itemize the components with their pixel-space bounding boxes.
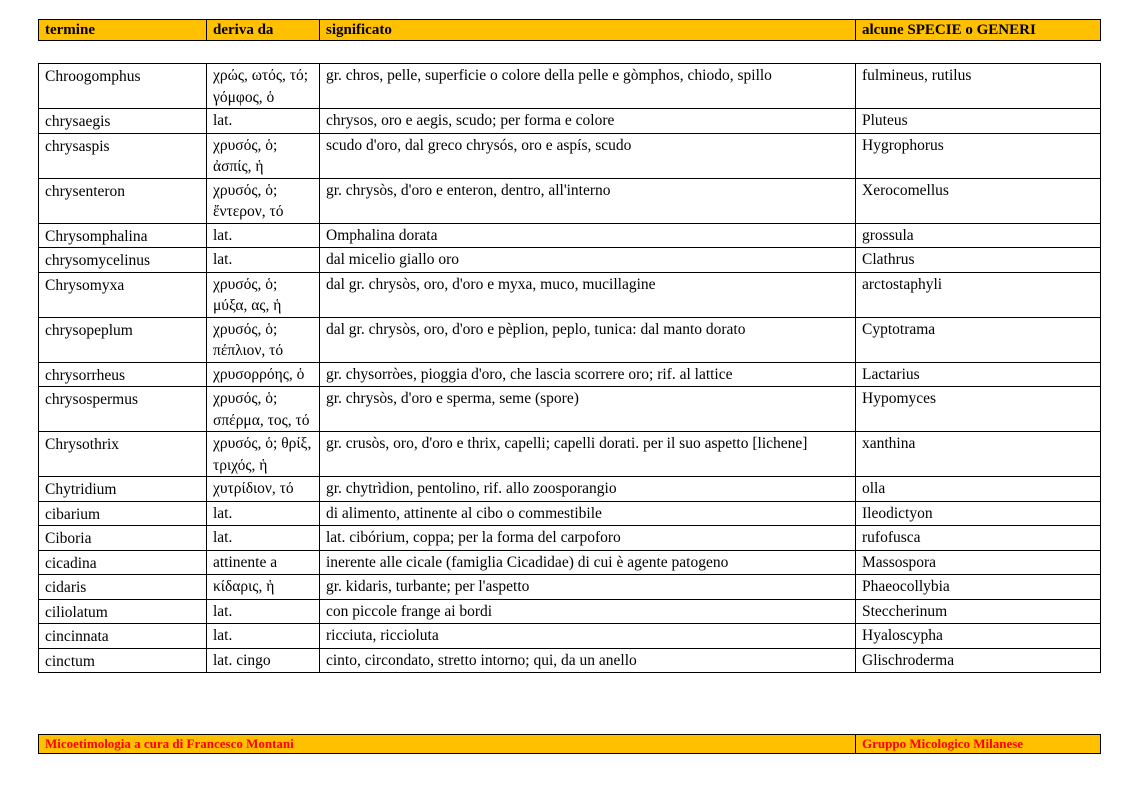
cell-specie-generi: arctostaphyli — [856, 272, 1101, 317]
table-row — [39, 109, 1101, 134]
cell-termine: Chytridium — [39, 477, 207, 502]
cell-deriva-da: χρυσός, ὁ; μύξα, ας, ἡ — [207, 272, 320, 317]
header-specie-generi: alcune SPECIE o GENERI — [856, 20, 1101, 41]
glossary-table — [38, 63, 1101, 673]
table-row — [39, 272, 1101, 317]
cell-significato: gr. chysorròes, pioggia d'oro, che lascia scorrere oro; rif. al lattice — [320, 362, 856, 387]
cell-significato: gr. kidaris, turbante; per l'aspetto — [320, 575, 856, 600]
table-row — [39, 178, 1101, 223]
cell-significato: scudo d'oro, dal greco chrysós, oro e aspís, scudo — [320, 133, 856, 178]
cell-deriva-da: lat. — [207, 248, 320, 273]
cell-specie-generi: olla — [856, 477, 1101, 502]
table-row — [39, 133, 1101, 178]
cell-deriva-da: lat. — [207, 599, 320, 624]
cell-specie-generi: Steccherinum — [856, 599, 1101, 624]
cell-termine: Chrysothrix — [39, 432, 207, 477]
cell-deriva-da: lat. cingo — [207, 648, 320, 673]
header-significato: significato — [320, 20, 856, 41]
table-row — [39, 477, 1101, 502]
cell-termine: Chroogomphus — [39, 64, 207, 109]
table-row — [39, 317, 1101, 362]
cell-specie-generi: Pluteus — [856, 109, 1101, 134]
cell-specie-generi: Massospora — [856, 550, 1101, 575]
cell-specie-generi: grossula — [856, 223, 1101, 248]
column-header-bar — [38, 19, 1101, 41]
cell-significato: cinto, circondato, stretto intorno; qui, da un anello — [320, 648, 856, 673]
cell-deriva-da: χρυσός, ὁ; πέπλιον, τό — [207, 317, 320, 362]
table-row — [39, 575, 1101, 600]
table-row — [39, 599, 1101, 624]
cell-termine: Chrysomyxa — [39, 272, 207, 317]
table-row — [39, 432, 1101, 477]
table-row — [39, 248, 1101, 273]
table-row — [39, 526, 1101, 551]
cell-significato: inerente alle cicale (famiglia Cicadidae) di cui è agente patogeno — [320, 550, 856, 575]
cell-termine: cinctum — [39, 648, 207, 673]
cell-significato: gr. chrysòs, d'oro e sperma, seme (spore) — [320, 387, 856, 432]
cell-specie-generi: Clathrus — [856, 248, 1101, 273]
cell-termine: chrysorrheus — [39, 362, 207, 387]
cell-deriva-da: χρώς, ωτός, τό; γόμφος, ὁ — [207, 64, 320, 109]
footer-bar — [38, 734, 1101, 754]
header-row — [39, 20, 1101, 41]
cell-significato: dal gr. chrysòs, oro, d'oro e pèplion, peplo, tunica: dal manto dorato — [320, 317, 856, 362]
cell-specie-generi: xanthina — [856, 432, 1101, 477]
cell-termine: ciliolatum — [39, 599, 207, 624]
cell-termine: Ciboria — [39, 526, 207, 551]
footer-author: Micoetimologia a cura di Francesco Montani — [39, 735, 856, 754]
cell-deriva-da: lat. — [207, 624, 320, 649]
cell-termine: chrysenteron — [39, 178, 207, 223]
cell-significato: ricciuta, riccioluta — [320, 624, 856, 649]
cell-deriva-da: χυτρίδιον, τό — [207, 477, 320, 502]
cell-specie-generi: Xerocomellus — [856, 178, 1101, 223]
cell-termine: chrysomycelinus — [39, 248, 207, 273]
cell-specie-generi: fulmineus, rutilus — [856, 64, 1101, 109]
table-row — [39, 501, 1101, 526]
cell-significato: gr. chytrìdion, pentolino, rif. allo zoosporangio — [320, 477, 856, 502]
cell-deriva-da: χρυσός, ὁ; ἀσπίς, ἡ — [207, 133, 320, 178]
table-row — [39, 624, 1101, 649]
cell-termine: cibarium — [39, 501, 207, 526]
header-deriva-da: deriva da — [207, 20, 320, 41]
cell-termine: chrysopeplum — [39, 317, 207, 362]
cell-deriva-da: χρυσορρόης, ὁ — [207, 362, 320, 387]
cell-significato: con piccole frange ai bordi — [320, 599, 856, 624]
footer-row — [39, 735, 1101, 754]
cell-significato: dal micelio giallo oro — [320, 248, 856, 273]
cell-deriva-da: χρυσός, ὁ; ἔντερον, τό — [207, 178, 320, 223]
cell-significato: dal gr. chrysòs, oro, d'oro e myxa, muco, mucillagine — [320, 272, 856, 317]
cell-specie-generi: Glischroderma — [856, 648, 1101, 673]
cell-specie-generi: Hyaloscypha — [856, 624, 1101, 649]
table-row — [39, 362, 1101, 387]
header-termine: termine — [39, 20, 207, 41]
cell-significato: gr. crusòs, oro, d'oro e thrix, capelli; capelli dorati. per il suo aspetto [lichene] — [320, 432, 856, 477]
cell-termine: cicadina — [39, 550, 207, 575]
cell-termine: chrysaspis — [39, 133, 207, 178]
cell-specie-generi: Ileodictyon — [856, 501, 1101, 526]
cell-significato: Omphalina dorata — [320, 223, 856, 248]
cell-deriva-da: lat. — [207, 223, 320, 248]
footer-group: Gruppo Micologico Milanese — [856, 735, 1101, 754]
table-row — [39, 387, 1101, 432]
cell-significato: chrysos, oro e aegis, scudo; per forma e colore — [320, 109, 856, 134]
table-row — [39, 64, 1101, 109]
cell-deriva-da: lat. — [207, 501, 320, 526]
table-row — [39, 648, 1101, 673]
table-row — [39, 223, 1101, 248]
cell-significato: lat. cibórium, coppa; per la forma del carpoforo — [320, 526, 856, 551]
cell-specie-generi: Cyptotrama — [856, 317, 1101, 362]
cell-specie-generi: Phaeocollybia — [856, 575, 1101, 600]
cell-significato: gr. chrysòs, d'oro e enteron, dentro, all'interno — [320, 178, 856, 223]
table-row — [39, 550, 1101, 575]
cell-specie-generi: Lactarius — [856, 362, 1101, 387]
cell-termine: chrysaegis — [39, 109, 207, 134]
cell-deriva-da: χρυσός, ὁ; θρίξ, τριχός, ἡ — [207, 432, 320, 477]
cell-termine: cincinnata — [39, 624, 207, 649]
cell-deriva-da: κίδαρις, ἡ — [207, 575, 320, 600]
cell-termine: Chrysomphalina — [39, 223, 207, 248]
cell-deriva-da: lat. — [207, 109, 320, 134]
cell-specie-generi: Hygrophorus — [856, 133, 1101, 178]
cell-specie-generi: Hypomyces — [856, 387, 1101, 432]
cell-deriva-da: attinente a — [207, 550, 320, 575]
cell-termine: chrysospermus — [39, 387, 207, 432]
cell-significato: di alimento, attinente al cibo o commestibile — [320, 501, 856, 526]
cell-termine: cidaris — [39, 575, 207, 600]
cell-deriva-da: lat. — [207, 526, 320, 551]
cell-significato: gr. chros, pelle, superficie o colore della pelle e gòmphos, chiodo, spillo — [320, 64, 856, 109]
cell-deriva-da: χρυσός, ὁ; σπέρμα, τος, τό — [207, 387, 320, 432]
cell-specie-generi: rufofusca — [856, 526, 1101, 551]
